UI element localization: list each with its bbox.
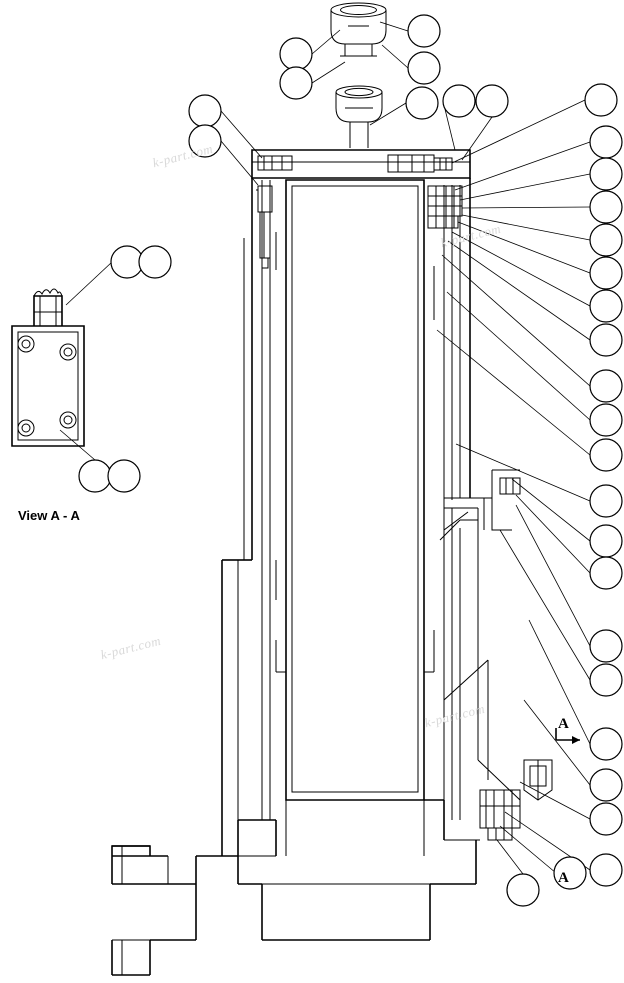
balloon-callout[interactable]	[406, 87, 438, 119]
balloon-circle[interactable]	[590, 158, 622, 190]
balloon-callout[interactable]	[590, 324, 622, 356]
balloon-callout[interactable]	[280, 67, 312, 99]
balloon-callout[interactable]	[590, 126, 622, 158]
balloon-callout[interactable]	[590, 290, 622, 322]
balloon-callout[interactable]	[590, 557, 622, 589]
balloon-circle[interactable]	[443, 85, 475, 117]
balloon-callout[interactable]	[590, 370, 622, 402]
balloon-circle[interactable]	[280, 67, 312, 99]
balloon-callout[interactable]	[139, 246, 171, 278]
balloon-circle[interactable]	[590, 290, 622, 322]
balloon-circle[interactable]	[108, 460, 140, 492]
balloon-circle[interactable]	[507, 874, 539, 906]
balloon-circle[interactable]	[590, 728, 622, 760]
balloon-circle[interactable]	[590, 126, 622, 158]
balloon-callout[interactable]	[590, 769, 622, 801]
balloon-circle[interactable]	[280, 38, 312, 70]
balloon-callout[interactable]	[280, 38, 312, 70]
balloon-callout[interactable]	[590, 525, 622, 557]
balloon-circle[interactable]	[590, 439, 622, 471]
balloon-callout[interactable]	[590, 664, 622, 696]
balloon-callout[interactable]	[590, 257, 622, 289]
balloon-circle[interactable]	[139, 246, 171, 278]
balloon-callout[interactable]	[590, 485, 622, 517]
balloon-callout[interactable]	[507, 874, 539, 906]
watermark-text: k-part.com	[422, 700, 487, 731]
balloon-circle[interactable]	[189, 125, 221, 157]
balloon-callout[interactable]	[189, 125, 221, 157]
balloon-circle[interactable]	[590, 803, 622, 835]
balloon-callout[interactable]	[443, 85, 475, 117]
balloon-circle[interactable]	[189, 95, 221, 127]
balloon-callout[interactable]	[408, 15, 440, 47]
balloon-callout[interactable]	[590, 728, 622, 760]
balloon-callout[interactable]	[590, 854, 622, 886]
section-marker-a-bottom: A	[558, 870, 569, 886]
balloon-circle[interactable]	[590, 630, 622, 662]
balloon-callout[interactable]	[590, 404, 622, 436]
balloon-circle[interactable]	[476, 85, 508, 117]
cylinder-assembly	[112, 3, 552, 975]
balloon-circle[interactable]	[590, 191, 622, 223]
view-a-a-detail	[12, 289, 84, 446]
balloon-circle[interactable]	[590, 257, 622, 289]
balloon-callout[interactable]	[590, 191, 622, 223]
balloon-layer	[79, 15, 622, 906]
section-marker-a-top: A	[558, 716, 569, 732]
balloon-circle[interactable]	[585, 84, 617, 116]
balloon-callout[interactable]	[111, 246, 143, 278]
balloon-callout[interactable]	[590, 224, 622, 256]
balloon-callout[interactable]	[408, 52, 440, 84]
watermark-text: k-part.com	[98, 632, 163, 663]
balloon-circle[interactable]	[408, 52, 440, 84]
balloon-callout[interactable]	[590, 630, 622, 662]
watermark-text: k-part.com	[150, 140, 215, 171]
balloon-circle[interactable]	[590, 769, 622, 801]
balloon-callout[interactable]	[590, 439, 622, 471]
balloon-callout[interactable]	[590, 803, 622, 835]
balloon-circle[interactable]	[590, 485, 622, 517]
balloon-circle[interactable]	[590, 324, 622, 356]
balloon-circle[interactable]	[590, 854, 622, 886]
balloon-circle[interactable]	[590, 224, 622, 256]
balloon-circle[interactable]	[590, 557, 622, 589]
balloon-circle[interactable]	[79, 460, 111, 492]
balloon-circle[interactable]	[406, 87, 438, 119]
balloon-circle[interactable]	[590, 664, 622, 696]
view-a-a-label: View A - A	[18, 508, 80, 523]
balloon-callout[interactable]	[108, 460, 140, 492]
balloon-callout[interactable]	[189, 95, 221, 127]
balloon-circle[interactable]	[590, 404, 622, 436]
watermark-text: k-part.com	[438, 220, 503, 251]
balloon-circle[interactable]	[590, 525, 622, 557]
balloon-circle[interactable]	[408, 15, 440, 47]
balloon-circle[interactable]	[111, 246, 143, 278]
balloon-callout[interactable]	[476, 85, 508, 117]
balloon-callout[interactable]	[590, 158, 622, 190]
balloon-callout[interactable]	[585, 84, 617, 116]
balloon-callout[interactable]	[79, 460, 111, 492]
balloon-circle[interactable]	[590, 370, 622, 402]
